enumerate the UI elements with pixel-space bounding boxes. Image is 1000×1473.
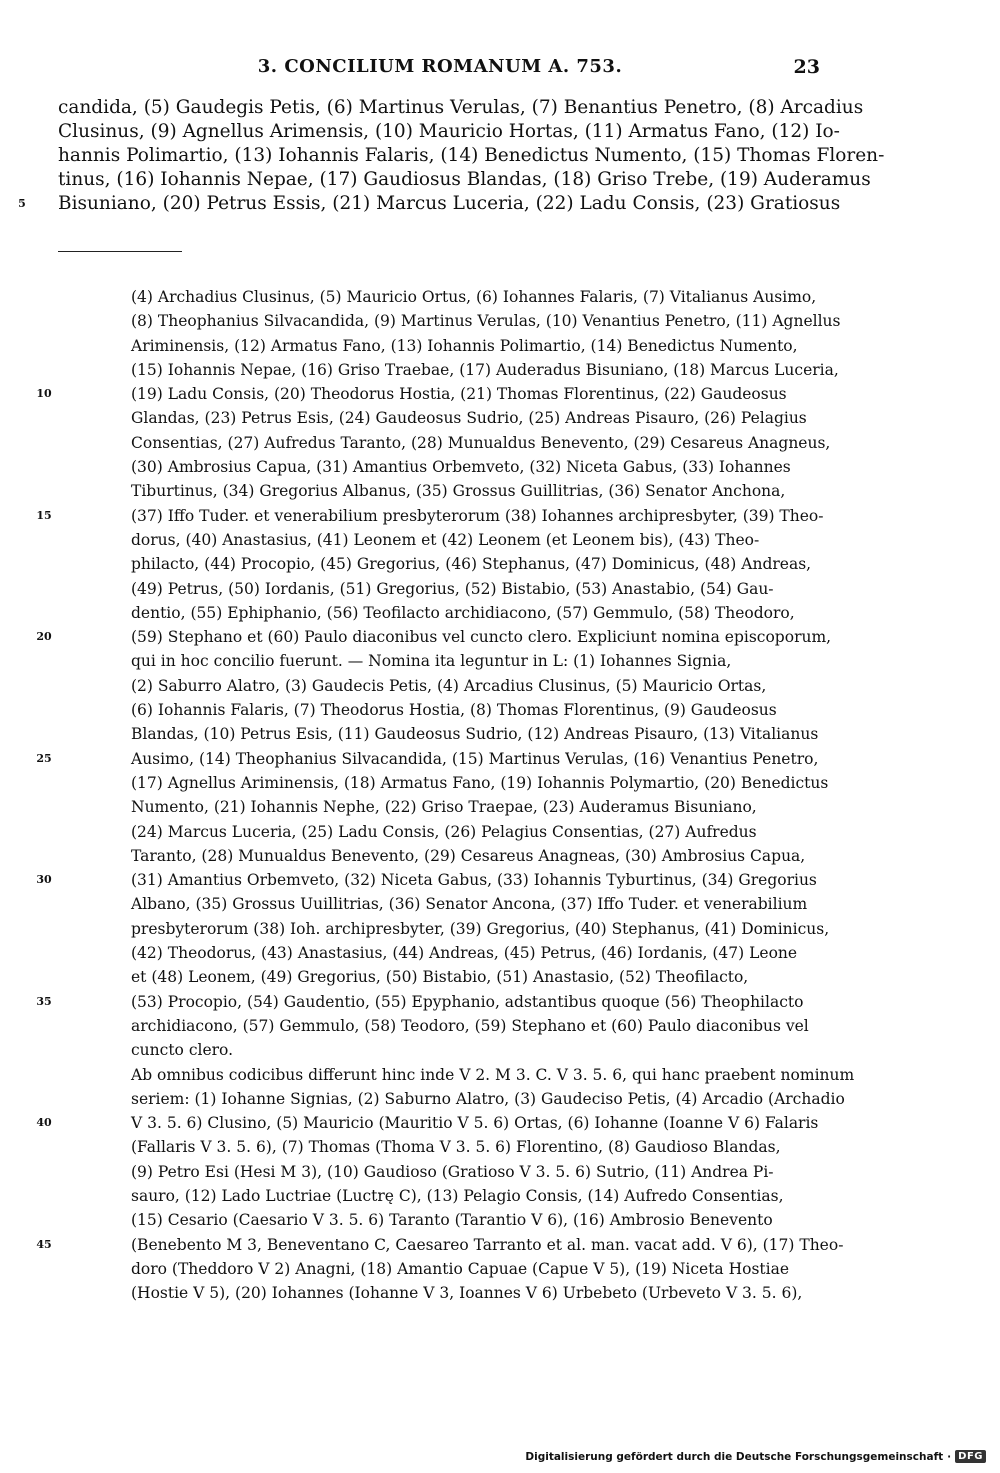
line-text: sauro, (12) Lado Luctriae (Luctrę C), (13) Pelagio Consis, (14) Aufredo Consentias,: [131, 1186, 784, 1205]
text-line: [131, 552, 819, 576]
text-line: [58, 168, 871, 192]
text-line: [131, 358, 839, 382]
text-line: [131, 844, 819, 868]
critical-apparatus: [36, 285, 855, 1305]
line-text: (49) Petrus, (50) Iordanis, (51) Gregorius, (52) Bistabio, (53) Anastabio, (54) Gau-: [131, 579, 774, 598]
line-text: (15) Iohannis Nepae, (16) Griso Traebae, (17) Auderadus Bisuniano, (18) Marcus Luceria,: [131, 360, 839, 379]
text-line: [131, 285, 819, 309]
text-line: [131, 406, 819, 430]
line-text: et (48) Leonem, (49) Gregorius, (50) Bistabio, (51) Anastasio, (52) Theofilacto,: [131, 968, 749, 987]
text-line: [131, 334, 819, 358]
text-line: [131, 1014, 819, 1038]
line-text: philacto, (44) Procopio, (45) Gregorius, (46) Stephanus, (47) Dominicus, (48) Andreas,: [131, 555, 812, 574]
text-line: [131, 698, 819, 722]
text-line: [131, 601, 819, 625]
line-text: dentio, (55) Ephiphanio, (56) Teofilacto archidiacono, (57) Gemmulo, (58) Theodoro,: [131, 603, 795, 622]
line-text: (31) Amantius Orbemveto, (32) Niceta Gabus, (33) Iohannis Tyburtinus, (34) Gregorius: [131, 871, 817, 890]
line-text: (2) Saburro Alatro, (3) Gaudecis Petis, (4) Arcadius Clusinus, (5) Mauricio Ortas,: [131, 676, 767, 695]
text-line: [36, 382, 819, 406]
text-line: [131, 795, 819, 819]
line-text: presbyterorum (38) Ioh. archipresbyter, (39) Gregorius, (40) Stephanus, (41) Dominicus,: [131, 919, 830, 938]
text-line: [131, 1257, 819, 1281]
text-line: [131, 1063, 855, 1087]
line-text: Blandas, (10) Petrus Esis, (11) Gaudeosus Sudrio, (12) Andreas Pisauro, (13) Vitalianus: [131, 725, 819, 744]
line-text: (Hostie V 5), (20) Iohannes (Iohanne V 3, Ioannes V 6) Urbebeto (Urbeveto V 3. 5. 6),: [131, 1284, 803, 1303]
text-line: [18, 192, 841, 216]
funding-credit: Digitalisierung gefördert durch die Deutsche Forschungsgemeinschaft: [525, 1450, 944, 1463]
line-text: Numento, (21) Iohannis Nephe, (22) Griso Traepae, (23) Auderamus Bisuniano,: [131, 798, 757, 817]
text-line: [131, 722, 819, 746]
text-line: [36, 868, 819, 892]
text-line: [58, 144, 885, 168]
line-text: Ausimo, (14) Theophanius Silvacandida, (15) Martinus Verulas, (16) Venantius Penetro,: [131, 749, 819, 768]
line-text: (17) Agnellus Ariminensis, (18) Armatus Fano, (19) Iohannis Polymartio, (20) Benedictus: [131, 773, 829, 792]
text-line: [131, 674, 819, 698]
text-line: [36, 625, 832, 649]
text-line: [131, 1160, 819, 1184]
line-text: Ab omnibus codicibus differunt hinc inde V 2. M 3. C. V 3. 5. 6, qui hanc praebent nominum: [131, 1065, 855, 1084]
text-line: [131, 892, 819, 916]
footnote-rule: [58, 251, 182, 252]
line-text: (9) Petro Esi (Hesi M 3), (10) Gaudioso (Gratioso V 3. 5. 6) Sutrio, (11) Andrea Pi-: [131, 1162, 774, 1181]
line-text: archidiacono, (57) Gemmulo, (58) Teodoro, (59) Stephano et (60) Paulo diaconibus vel: [131, 1016, 809, 1035]
line-text: (59) Stephano et (60) Paulo diaconibus vel cuncto clero. Expliciunt nomina episcoporum,: [131, 628, 832, 647]
line-number: 10: [36, 387, 52, 401]
line-number: 20: [36, 630, 52, 644]
line-number: 5: [18, 197, 26, 210]
line-text: qui in hoc concilio fuerunt. — Nomina ita leguntur in L: (1) Iohannes Signia,: [131, 652, 732, 671]
text-line: [131, 309, 841, 333]
text-line: [131, 1281, 819, 1305]
line-number: 35: [36, 994, 52, 1008]
text-line: [131, 917, 830, 941]
main-text: [18, 96, 885, 216]
line-text: (Fallaris V 3. 5. 6), (7) Thomas (Thoma V 3. 5. 6) Florentino, (8) Gaudioso Blandas,: [131, 1138, 781, 1157]
line-text: Clusinus, (9) Agnellus Arimensis, (10) Mauricio Hortas, (11) Armatus Fano, (12) Io-: [58, 121, 840, 142]
text-line: [131, 965, 819, 989]
text-line: [36, 1233, 844, 1257]
text-line: [36, 747, 819, 771]
text-line: [58, 96, 864, 120]
page-header: [60, 56, 820, 86]
line-number: 45: [36, 1237, 52, 1251]
line-text: Bisuniano, (20) Petrus Essis, (21) Marcus Luceria, (22) Ladu Consis, (23) Gratiosus: [58, 193, 841, 214]
line-text: Albano, (35) Grossus Uuillitrias, (36) Senator Ancona, (37) Iffo Tuder. et venerabilium: [131, 895, 808, 914]
line-text: (6) Iohannis Falaris, (7) Theodorus Hostia, (8) Thomas Florentinus, (9) Gaudeosus: [131, 701, 777, 720]
line-text: seriem: (1) Iohanne Signias, (2) Saburno Alatro, (3) Gaudeciso Petis, (4) Arcadio (Archadio: [131, 1089, 845, 1108]
line-text: Taranto, (28) Munualdus Benevento, (29) Cesareus Anagneas, (30) Ambrosius Capua,: [131, 846, 806, 865]
line-text: candida, (5) Gaudegis Petis, (6) Martinus Verulas, (7) Benantius Penetro, (8) Arcadius: [58, 97, 864, 118]
separator-dot: ·: [947, 1450, 952, 1463]
text-line: [131, 431, 831, 455]
text-line: [36, 990, 819, 1014]
line-text: hannis Polimartio, (13) Iohannis Falaris, (14) Benedictus Numento, (15) Thomas Floren-: [58, 145, 885, 166]
text-line: [131, 479, 819, 503]
running-title: 3. CONCILIUM ROMANUM A. 753.: [257, 56, 623, 77]
line-number: 25: [36, 751, 52, 765]
line-number: 15: [36, 508, 52, 522]
text-line: [131, 649, 819, 673]
line-text: Glandas, (23) Petrus Esis, (24) Gaudeosus Sudrio, (25) Andreas Pisauro, (26) Pelagius: [131, 409, 807, 428]
line-text: (19) Ladu Consis, (20) Theodorus Hostia, (21) Thomas Florentinus, (22) Gaudeosus: [131, 385, 787, 404]
text-line: [131, 820, 819, 844]
text-line: [131, 1087, 845, 1111]
line-text: (24) Marcus Luceria, (25) Ladu Consis, (26) Pelagius Consentias, (27) Aufredus: [131, 822, 757, 841]
text-line: [131, 577, 819, 601]
line-text: (37) Iffo Tuder. et venerabilium presbyterorum (38) Iohannes archipresbyter, (39) Theo-: [131, 506, 824, 525]
line-text: (4) Archadius Clusinus, (5) Mauricio Ortus, (6) Iohannes Falaris, (7) Vitalianus Ausimo,: [131, 288, 817, 306]
dfg-logo: DFG: [955, 1450, 986, 1463]
page-number: 23: [793, 56, 820, 78]
text-line: [36, 504, 824, 528]
line-text: Ariminensis, (12) Armatus Fano, (13) Iohannis Polimartio, (14) Benedictus Numento,: [131, 336, 798, 355]
line-text: cuncto clero.: [131, 1041, 234, 1060]
line-text: (30) Ambrosius Capua, (31) Amantius Orbemveto, (32) Niceta Gabus, (33) Iohannes: [131, 458, 791, 477]
line-text: Tiburtinus, (34) Gregorius Albanus, (35) Grossus Guillitrias, (36) Senator Anchona,: [131, 482, 786, 501]
line-text: (15) Cesario (Caesario V 3. 5. 6) Taranto (Tarantio V 6), (16) Ambrosio Benevento: [131, 1211, 773, 1230]
line-number: 40: [36, 1116, 52, 1130]
line-text: (Benebento M 3, Beneventano C, Caesareo Tarranto et al. man. vacat add. V 6), (17) Theo-: [131, 1235, 844, 1254]
line-text: doro (Theddoro V 2) Anagni, (18) Amantio Capuae (Capue V 5), (19) Niceta Hostiae: [131, 1259, 790, 1278]
text-line: [131, 528, 819, 552]
text-line: [58, 120, 840, 144]
text-line: [131, 771, 829, 795]
text-line: [131, 1208, 819, 1232]
line-text: V 3. 5. 6) Clusino, (5) Mauricio (Mauritio V 5. 6) Ortas, (6) Iohanne (Ioanne V 6) Falaris: [131, 1114, 819, 1133]
line-text: dorus, (40) Anastasius, (41) Leonem et (42) Leonem (et Leonem bis), (43) Theo-: [131, 530, 760, 549]
line-text: (42) Theodorus, (43) Anastasius, (44) Andreas, (45) Petrus, (46) Iordanis, (47) Leone: [131, 944, 798, 963]
line-text: Consentias, (27) Aufredus Taranto, (28) Munualdus Benevento, (29) Cesareus Anagneus,: [131, 433, 831, 452]
text-line: [131, 1038, 819, 1062]
line-text: (53) Procopio, (54) Gaudentio, (55) Epyphanio, adstantibus quoque (56) Theophilacto: [131, 992, 804, 1011]
text-line: [131, 1184, 819, 1208]
text-line: [36, 1111, 819, 1135]
text-line: [131, 1135, 819, 1159]
line-number: 30: [36, 873, 52, 887]
text-line: [131, 941, 819, 965]
footer: [525, 1450, 986, 1463]
text-line: [131, 455, 819, 479]
line-text: tinus, (16) Iohannis Nepae, (17) Gaudiosus Blandas, (18) Griso Trebe, (19) Auderamus: [58, 169, 871, 190]
line-text: (8) Theophanius Silvacandida, (9) Martinus Verulas, (10) Venantius Penetro, (11) Agnellus: [131, 312, 841, 331]
